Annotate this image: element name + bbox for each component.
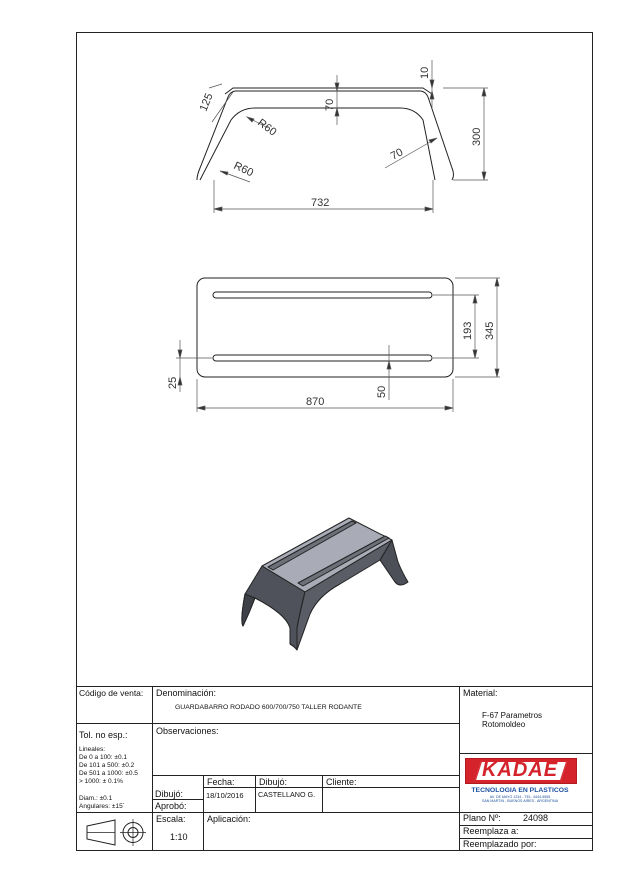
tolerance-line-2: De 0 a 100: ±0.1 bbox=[79, 754, 128, 761]
plan-number-label: Plano Nº: bbox=[463, 813, 501, 823]
plan-number-cell bbox=[459, 812, 593, 826]
kadae-logo bbox=[461, 754, 579, 814]
title-block bbox=[76, 686, 593, 851]
material-cell bbox=[459, 686, 593, 754]
plan-view-slot-top bbox=[213, 292, 432, 298]
dim-top-thickness: 70 bbox=[324, 98, 336, 111]
replaced-by-cell bbox=[459, 838, 593, 851]
first-angle-projection-icon bbox=[77, 813, 154, 852]
drawn-by-value: CASTELLANO G. bbox=[258, 790, 316, 799]
application-label: Aplicación: bbox=[207, 814, 251, 824]
replaces-label: Reemplaza a: bbox=[463, 826, 519, 836]
dim-slot-spacing: 193 bbox=[462, 321, 474, 340]
scale-cell bbox=[152, 812, 204, 851]
tolerance-line-1: Lineales: bbox=[79, 746, 106, 753]
divider-approved bbox=[152, 799, 204, 800]
replaced-by-label: Reemplazado por: bbox=[463, 839, 537, 849]
material-label: Material: bbox=[463, 688, 498, 698]
dim-leg-thickness: 70 bbox=[388, 146, 406, 163]
dim-leg-length: 125 bbox=[197, 91, 216, 114]
iso-left-leg bbox=[242, 594, 255, 626]
side-view-dimensions bbox=[209, 60, 488, 213]
observations-label: Observaciones: bbox=[156, 726, 219, 736]
dim-height: 300 bbox=[471, 127, 483, 146]
dim-inner-radius: R60 bbox=[255, 116, 279, 139]
dim-slot-offset: 50 bbox=[376, 385, 388, 398]
date-cell bbox=[203, 775, 256, 813]
tolerance-cell bbox=[76, 723, 153, 813]
application-cell bbox=[203, 812, 460, 851]
plan-number-value: 24098 bbox=[523, 813, 549, 823]
dim-length: 870 bbox=[306, 396, 325, 408]
date-value: 18/10/2016 bbox=[206, 791, 244, 800]
material-value-1: F-67 Parametros bbox=[482, 711, 543, 720]
logo-tagline: TECNOLOGIA EN PLASTICOS bbox=[471, 787, 569, 794]
date-label: Fecha: bbox=[207, 777, 235, 787]
client-cell bbox=[322, 775, 460, 813]
client-label: Cliente: bbox=[326, 777, 357, 787]
denomination-cell bbox=[152, 686, 460, 724]
plan-view bbox=[197, 278, 453, 377]
tolerance-angular: Angulares: ±15´ bbox=[79, 803, 125, 810]
plan-view-slot-bottom bbox=[213, 355, 432, 361]
scale-value: 1:10 bbox=[170, 832, 188, 842]
drawn-by-column-label: Dibujó: bbox=[259, 777, 288, 787]
tolerance-line-4: De 501 a 1000: ±0.5 bbox=[79, 770, 138, 777]
isometric-view bbox=[242, 518, 408, 650]
logo-brand: KADAE bbox=[481, 759, 559, 781]
sale-code-label: Código de venta: bbox=[79, 688, 144, 698]
plan-view-outline bbox=[197, 278, 453, 377]
observations-cell bbox=[152, 723, 460, 776]
logo-fine-print bbox=[463, 795, 577, 803]
dim-outer-radius: R60 bbox=[231, 159, 256, 180]
projection-cell bbox=[76, 812, 153, 851]
tolerance-line-3: De 101 a 500: ±0.2 bbox=[79, 762, 135, 769]
dim-overall-width: 732 bbox=[311, 197, 330, 209]
tolerance-diameter: Diam.: ±0.1 bbox=[79, 795, 113, 802]
logo-fine-print-1: AV. DE MAYO 1234 - TEL. 4444-5555 bbox=[489, 795, 551, 799]
tolerance-line-5: > 1000: ± 0.1% bbox=[79, 778, 123, 785]
denomination-label: Denominación: bbox=[156, 688, 217, 698]
dim-edge-offset: 25 bbox=[167, 376, 179, 389]
scale-label: Escala: bbox=[156, 814, 186, 824]
dim-wall-thickness: 10 bbox=[419, 66, 431, 79]
drawn-by-cell bbox=[255, 775, 323, 813]
sale-code-cell bbox=[76, 686, 153, 724]
approved-by-label: Aprobó: bbox=[155, 801, 187, 811]
logo-fine-print-2: SAN MARTIN - BUENOS AIRES - ARGENTINA bbox=[481, 799, 558, 804]
drawn-by-label: Dibujó: bbox=[155, 789, 184, 799]
replaces-cell bbox=[459, 825, 593, 839]
material-value-2: Rotomoldeo bbox=[482, 720, 526, 729]
denomination-value: GUARDABARRO RODADO 600/700/750 TALLER RODANTE bbox=[175, 704, 362, 711]
tolerance-label: Tol. no esp.: bbox=[79, 730, 128, 740]
dim-width: 345 bbox=[484, 321, 496, 340]
